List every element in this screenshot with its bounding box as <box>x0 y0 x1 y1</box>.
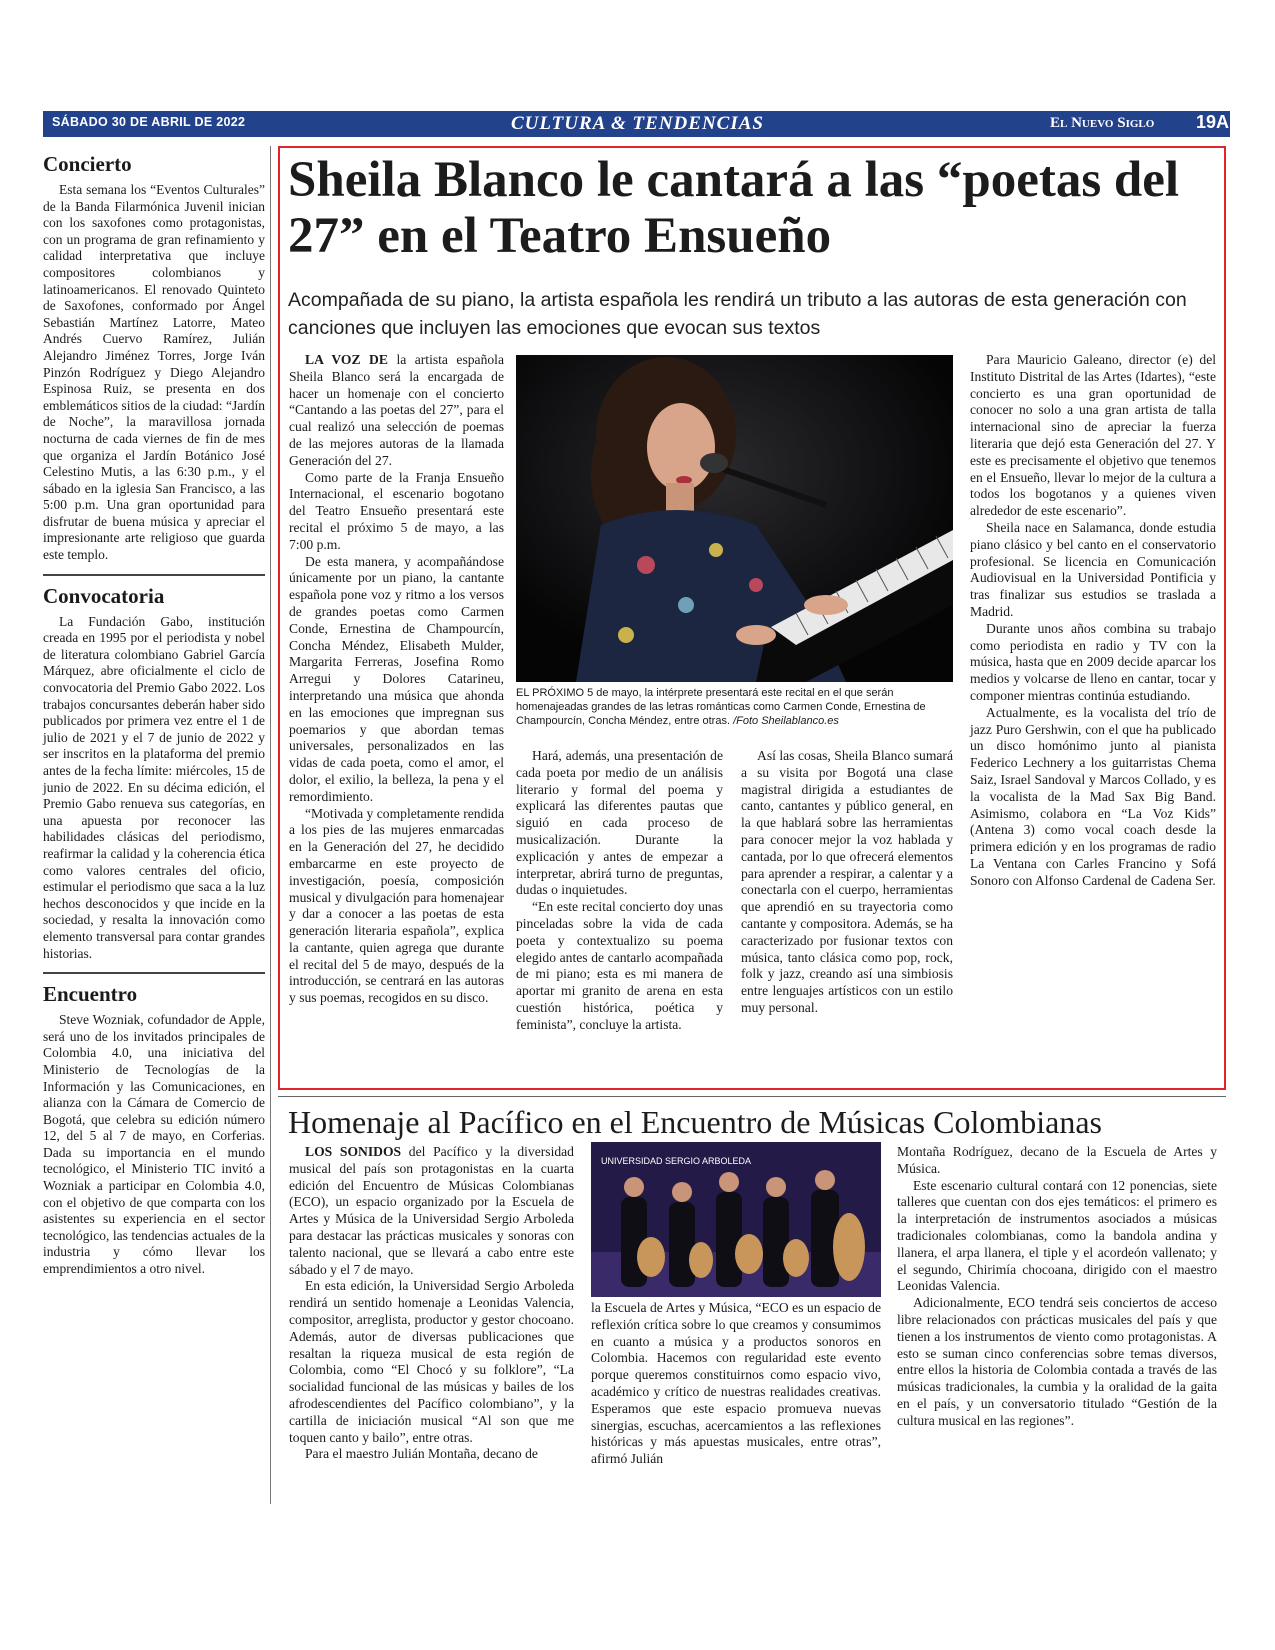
brief-body: Steve Wozniak, cofundador de Apple, será uno de los invitados principales de Colombia 4.0, una iniciativa del Ministerio de Tecnologías de la Información y las Comunicaciones, en alianza con la Cámara de Comercio de Bogotá, que celebra su edición número 12, del 5 al 7 de mayo, en Corferias. Dada su importancia en el mundo tecnológico, el Ministerio TIC invitó a Wozniak a participar en Colombia 4.0, con el objetivo de que comparta con los asistentes su experiencia en el sector tecnológico, las tendencias actuales de la industria y cómo llevar los emprendimientos a otro nivel. <box>43 1012 265 1277</box>
lead-paragraph: LA VOZ DE la artista española Sheila Blanco será la encargada de hacer un homenaje con el concierto “Cantando a las poetas del 27”, para el cual realizó una selección de poemas de las mejores autoras de la llamada Generación del 27. <box>289 352 504 468</box>
paragraph: En esta edición, la Universidad Sergio Arboleda rendirá un sentido homenaje a Leonidas Valencia, compositor, arreglista, productor y gestor chocoano. Además, autor de diversas publicaciones que resaltan la riqueza musical de esta región de Colombia, como “El Chocó y su folklore”, “La socialidad funcional de las músicas y bailes de los afrodescendientes del Pacífico colombiano”, y la cartilla de iniciación musical “Al son que me toquen canto y bailo”, entre otras. <box>289 1278 574 1445</box>
column-divider <box>270 146 271 1504</box>
section-title: CULTURA & TENDENCIAS <box>511 113 764 134</box>
paragraph: Actualmente, es la vocalista del trío de jazz Puro Gershwin, con el que ha publicado un disco homónimo junto al pianista Federico Lechnery a los guitarristas Chema Saiz, Israel Sandoval y Marcos Collado, y es la vocalista de la Mad Sax Big Band. Asimismo, colabora en “La Voz Kids” (Antena 3) como vocal coach desde la primera edición y en los programas de radio La Ventana con Carles Francino y Sofá Sonoro con Alfonso Cardenal de Cadena Ser. <box>970 704 1216 888</box>
paragraph: Durante unos años combina su trabajo como periodista en radio y TV con la música, hasta que en 2009 decide aparcar los medios y volcarse de lleno en cantar, tocar y componer mientras continúa estudiando. <box>970 620 1216 703</box>
paragraph: “En este recital concierto doy unas pinceladas sobre la vida de cada poeta y contextualizo su poema elegido antes de cantarlo acompañada de mi piano; esta es mi manera de aportar mi granito de arena en esta cuestión histórica, poética y feminista”, concluye la artista. <box>516 899 723 1032</box>
lead-in: LOS SONIDOS <box>305 1144 402 1159</box>
story2-column-3 <box>897 1144 1217 1430</box>
second-headline: Homenaje al Pacífico en el Encuentro de Músicas Colombianas <box>288 1104 1102 1140</box>
photo-caption: EL PRÓXIMO 5 de mayo, la intérprete presentará este recital en el que serán homenajeadas grandes de las letras románticas como Carmen Conde, Ernestina de Champourcín, Concha Méndez, entre otras. /Foto Sheilablanco.es <box>516 687 926 727</box>
issue-date: SÁBADO 30 DE ABRIL DE 2022 <box>52 115 246 129</box>
paragraph: Este escenario cultural contará con 12 ponencias, siete talleres que cuentan con dos ejes temáticos: el primero es la interpretación de instrumentos asociados a músicas tradicionales colombianas, como la bandola andina y llanera, el arpa llanera, el tiple y el acordeón vallenato; y el segundo, Chirimía chocoana, dirigido con el maestro Leonidas Valencia. <box>897 1177 1217 1294</box>
brief-concierto <box>43 152 265 564</box>
paragraph: Sheila nace en Salamanca, donde estudia piano clásico y bel canto en el conservatorio profesional. Se licencia en Comunicación Audiovisual en la Universidad Pontificia y tras finalizar sus estudios se traslada a Madrid. <box>970 519 1216 619</box>
paragraph: De esta manera, y acompañándose únicamente por un piano, la cantante española pone voz y ritmo a los versos de grandes poetas como Carmen Conde, Ernestina de Champourcín, Concha Méndez, Elisabeth Mulder, Margarita Ferreras, Josefina Romo Arregui y Dolores Catarineu, interpretando una música que ahonda en las emociones que impregnan sus poemarios y que abordan temas universales, personalizados en las vidas de cada poeta, como el amor, el dolor, el exilio, la belleza, la pena y el remordimiento. <box>289 553 504 804</box>
story2-column-1 <box>289 1144 574 1463</box>
story1-column-4 <box>970 352 1216 890</box>
paragraph: Como parte de la Franja Ensueño Internacional, el escenario bogotano del Teatro Ensueño presentará este recital el próximo 5 de mayo, a las 7:00 p.m. <box>289 469 504 552</box>
brief-body: Esta semana los “Eventos Culturales” de la Banda Filarmónica Juvenil inician con los saxofones como protagonistas, con un programa de gran refinamiento y calidad interpretativa que incluye compositores colombianos y latinoamericanos. El renovado Quinteto de Saxofones, conformado por Ángel Sebastián Martínez Latorre, Mateo Andrés Cuervo Ramírez, Julián Alejandro Jiménez Torres, Jorge Iván Pinzón Rodríguez y Diego Alejandro Espinosa Ruiz, se presenta en dos emblemáticos sitios de la ciudad: “Jardín de Noche”, la maravillosa jornada nocturna de cada viernes de fin de mes que organiza el Jardín Botánico José Celestino Mutis, a las 6:30 p.m., y el sábado en la iglesia San Francisco, a las 5:00 p.m. Una gran oportunidad para disfrutar de buena música y apreciar el impresionante arte religioso que guarda este templo. <box>43 182 265 563</box>
brief-title: Concierto <box>43 152 132 176</box>
paragraph: Para el maestro Julián Montaña, decano de <box>305 1446 538 1462</box>
paragraph: Adicionalmente, ECO tendrá seis conciertos de acceso libre relacionados con prácticas musicales del país y que tienen a los instrumentos de viento como protagonistas. A esto se suman cinco conferencias sobre temas diversos, entre ellos la historia de Colombia contada a través de las músicas tradicionales, la cumbia y la oralidad de la gaita en el país, y un conversatorio titulado “Gestión de la cultura musical en las regiones”. <box>897 1295 1217 1428</box>
briefs-column <box>43 152 265 1288</box>
main-headline: Sheila Blanco le cantará a las “poetas del 27” en el Teatro Ensueño <box>288 152 1180 264</box>
main-subhead: Acompañada de su piano, la artista española les rendirá un tributo a las autoras de esta generación con canciones que incluyen las emociones que evocan sus textos <box>288 289 1187 339</box>
paragraph: “Motivada y completamente rendida a los pies de las mujeres enmarcadas en la Generación del 27, he decidido embarcarme en este proyecto de investigación, poesía, composición musical y divulgación para homenajear y dar a conocer a las poetas de esta generación literaria española”, explica la cantante, quien agrega que durante el recital del 5 de mayo, después de la introducción, se centrará en las autoras y sus poemas, recogidos en su disco. <box>289 805 504 1006</box>
story1-column-1 <box>289 352 504 1007</box>
divider <box>278 1096 1226 1097</box>
photo-credit: /Foto Sheilablanco.es <box>733 715 839 727</box>
brief-convocatoria <box>43 584 265 962</box>
paragraph: la Escuela de Artes y Música, “ECO es un espacio de reflexión crítica sobre lo que creamos y consumimos en cuanto a música y a productos sonoros en Colombia. Hacemos con regularidad este evento porque queremos constituirnos como espacio vivo, académico y crítico de nuestras realidades creativas. Esperamos que este espacio promueva nuevas sinergias, escuchas, acercamientos a las reflexiones históricas y más apuestas musicales, entre otras”, afirmó Julián <box>591 1300 881 1467</box>
paragraph: Montaña Rodríguez, decano de la Escuela de Artes y Música. <box>897 1144 1217 1176</box>
photo-musicians-ensemble <box>591 1142 881 1297</box>
story1-column-3 <box>741 748 953 1017</box>
brief-title: Convocatoria <box>43 583 165 608</box>
divider <box>43 574 265 576</box>
lead-paragraph: LOS SONIDOS del Pacífico y la diversidad musical del país son protagonistas en la cuarta edición del Encuentro de Músicas Colombianas (ECO), un espacio organizado por la Escuela de Artes y Música de la Universidad Sergio Arboleda para destacar las prácticas musicales y sonoras con talento nacional, que se llevará a cabo entre este sábado y el 7 de mayo. <box>289 1144 574 1277</box>
musicians-illustration <box>591 1142 881 1297</box>
story2-column-2 <box>591 1300 881 1468</box>
newspaper-name: El Nuevo Siglo <box>1050 115 1155 131</box>
paragraph: Para Mauricio Galeano, director (e) del Instituto Distrital de las Artes (Idartes), “este concierto es una gran oportunidad de conocer no solo a una gran artista de talla internacional sino de apreciar la fuerza literaria que dejó esta Generación del 27. Y este es precisamente el objetivo que tenemos en el Ensueño, llevar lo mejor de la cultura a todos los bogotanos y a quienes viven alrededor de este escenario”. <box>970 352 1216 519</box>
photo-sheila-blanco-piano <box>516 355 953 682</box>
lead-in: LA VOZ DE <box>305 352 388 367</box>
photo-sign: UNIVERSIDAD SERGIO ARBOLEDA <box>601 1156 752 1166</box>
story1-column-2 <box>516 748 723 1034</box>
paragraph: Hará, además, una presentación de cada poeta por medio de un análisis literario y formal del poema y explicará las diferentes pautas que siguió en cada proceso de musicalización. Durante la explicación y antes de empezar a interpretar, abrirá turno de preguntas, dudas o inquietudes. <box>516 748 723 898</box>
brief-body: La Fundación Gabo, institución creada en 1995 por el periodista y nobel de literatura colombiano Gabriel García Márquez, abre oficialmente el ciclo de convocatoria del Premio Gabo 2022. Los trabajos concursantes deberán haber sido publicados por primera vez entre el 1 de julio de 2021 y el 7 de junio de 2022 y ser inscritos en la plataforma del premio antes de la fecha límite: miércoles, 15 de junio de 2022. En su décima edición, el Premio Gabo renueva sus categorías, en una apuesta por reconocer las habilidades clásicas del periodismo, reafirmar la calidad y la coherencia ética como valores centrales del oficio, estimular el periodismo que saca a la luz hechos desconocidos y que incide en la sociedad, y resalta la innovación como elemento transversal para contar grandes historias. <box>43 613 265 961</box>
page-number: 19A <box>1196 112 1230 132</box>
paragraph: Así las cosas, Sheila Blanco sumará a su visita por Bogotá una clase magistral dirigida a estudiantes de canto, cantantes y público general, en la que hablará sobre las herramientas para conocer mejor la voz hablada y cantada, por lo que ofrecerá elementos para aprender a respirar, a calentar y a conectarla con el cuerpo, herramientas que aprendió en su trayectoria como cantante y compositora. Además, se ha caracterizado por fusionar textos con música, tanto clásica como pop, rock, folk y jazz, creando así una simbiosis entre lenguajes artísticos con un estilo muy personal. <box>741 748 953 1015</box>
brief-title: Encuentro <box>43 982 138 1007</box>
brief-encuentro <box>43 982 265 1278</box>
divider <box>43 972 265 974</box>
singer-at-piano-illustration <box>516 355 953 682</box>
